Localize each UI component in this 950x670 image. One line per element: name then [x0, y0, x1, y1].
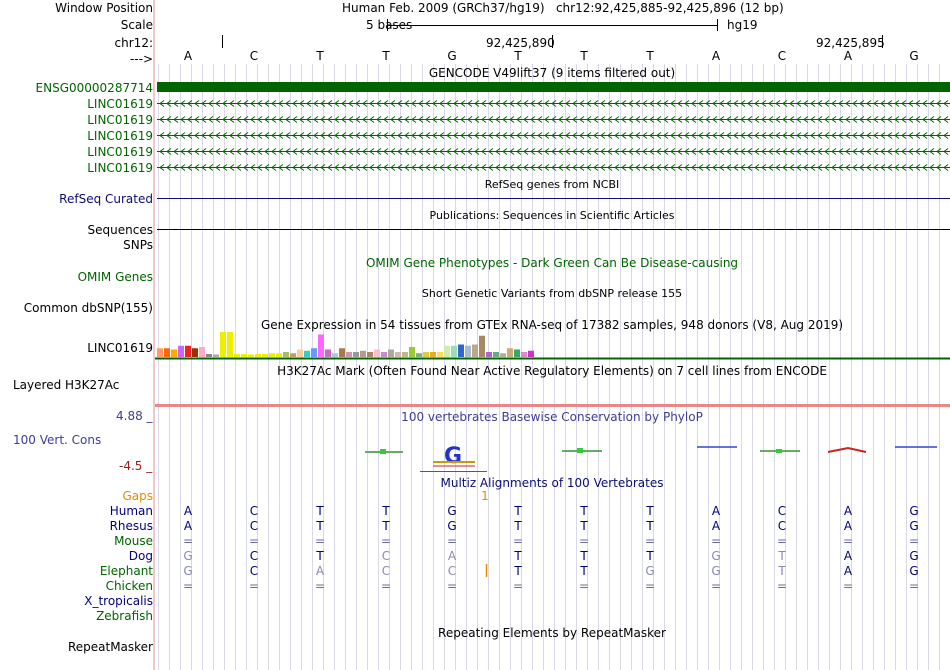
dbsnp-track-title[interactable]: Short Genetic Variants from dbSNP release 155	[421, 287, 683, 300]
alignment-base: C	[249, 549, 259, 563]
reference-base: T	[580, 49, 588, 63]
alignment-base: =	[182, 579, 194, 593]
alignment-base: A	[843, 564, 853, 578]
gtex-tissue-bar	[430, 352, 436, 357]
repeatmasker-label[interactable]: RepeatMasker	[67, 640, 153, 654]
alignment-base: T	[514, 519, 522, 533]
gtex-tissue-bar	[157, 348, 163, 357]
alignment-base: T	[316, 504, 324, 518]
gtex-tissue-bar	[199, 347, 205, 357]
alignment-base: A	[315, 564, 325, 578]
alignment-base: =	[380, 579, 392, 593]
alignment-base: A	[447, 549, 457, 563]
species-label[interactable]: Chicken	[105, 579, 153, 593]
alignment-base: T	[514, 549, 522, 563]
gtex-tissue-bar	[395, 352, 401, 357]
alignment-base: =	[314, 534, 326, 548]
alignment-base: T	[646, 519, 654, 533]
gtex-tissue-bar	[220, 332, 226, 357]
alignment-base: A	[711, 504, 721, 518]
species-label[interactable]: Human	[109, 504, 153, 518]
h3k27ac-signal-line	[155, 404, 950, 407]
gtex-tissue-bar	[493, 352, 499, 357]
reference-base: C	[777, 49, 787, 63]
gtex-tissue-bar	[171, 350, 177, 358]
species-label[interactable]: Dog	[128, 549, 153, 563]
reference-base: G	[447, 49, 457, 63]
gtex-tissue-bar	[178, 346, 184, 357]
snps-label[interactable]: SNPs	[123, 238, 153, 252]
gtex-tissue-bar	[528, 351, 534, 357]
alignment-base: G	[909, 549, 919, 563]
gaps-label[interactable]: Gaps	[122, 489, 153, 503]
alignment-base: G	[447, 504, 457, 518]
gtex-tissue-bar	[353, 352, 359, 357]
alignment-base: =	[644, 579, 656, 593]
gtex-tissue-bar	[479, 336, 485, 357]
phylop-track-title[interactable]: 100 vertebrates Basewise Conservation by PhyloP	[401, 410, 703, 424]
gtex-tissue-bar	[318, 335, 324, 358]
alignment-base: T	[316, 549, 324, 563]
scale-bar-text: 5 bases	[366, 18, 413, 32]
gtex-tissue-bar	[227, 332, 233, 357]
alignment-base: =	[776, 579, 788, 593]
gencode-ensg-label[interactable]: ENSG00000287714	[35, 81, 153, 95]
alignment-base: =	[776, 534, 788, 548]
reference-base: G	[909, 49, 919, 63]
phylop-logo-g: G	[443, 444, 463, 469]
alignment-base: T	[580, 504, 588, 518]
gtex-tissue-bar	[521, 352, 527, 357]
gtex-tissue-bar	[388, 350, 394, 358]
alignment-base: =	[446, 579, 458, 593]
gencode-transcript-label[interactable]: LINC01619	[87, 97, 153, 111]
gtex-tissue-bar	[262, 354, 268, 357]
reference-base: A	[183, 49, 193, 63]
omim-genes-label[interactable]: OMIM Genes	[77, 270, 153, 284]
alignment-base: C	[777, 519, 787, 533]
alignment-base: T	[580, 519, 588, 533]
alignment-base: A	[843, 504, 853, 518]
reference-base: T	[382, 49, 390, 63]
alignment-base: C	[777, 504, 787, 518]
alignment-base: =	[842, 579, 854, 593]
gtex-tissue-bar	[458, 345, 464, 358]
coordinate-tick-2: 92,425,895	[816, 36, 885, 50]
alignment-base: =	[908, 579, 920, 593]
gencode-transcript-label[interactable]: LINC01619	[87, 161, 153, 175]
gtex-tissue-bar	[248, 355, 254, 358]
alignment-base: T	[646, 504, 654, 518]
gap-count: 1	[481, 489, 489, 503]
gtex-tissue-bar	[472, 345, 478, 358]
phylop-mark	[776, 449, 782, 453]
chromosome-label: chr12:	[114, 36, 153, 50]
reference-base: T	[646, 49, 654, 63]
gtex-tissue-bar	[276, 353, 282, 357]
gtex-tissue-bar	[444, 346, 450, 357]
alignment-base: =	[710, 579, 722, 593]
alignment-base: C	[249, 564, 259, 578]
gtex-tissue-bar	[332, 353, 338, 357]
phylop-mark	[577, 448, 583, 453]
alignment-base: A	[843, 519, 853, 533]
reference-base: T	[316, 49, 324, 63]
alignment-base: G	[447, 519, 457, 533]
alignment-base: T	[580, 549, 588, 563]
alignment-base: G	[909, 564, 919, 578]
gtex-tissue-bar	[339, 348, 345, 357]
h3k27ac-track-title[interactable]: H3K27Ac Mark (Often Found Near Active Regulatory Elements) on 7 cell lines from ENCODE	[277, 364, 827, 378]
gtex-tissue-bar	[437, 352, 443, 357]
gtex-tissue-bar	[241, 354, 247, 357]
alignment-base: =	[248, 534, 260, 548]
alignment-base: =	[644, 534, 656, 548]
alignment-base: C	[447, 564, 457, 578]
alignment-base: T	[778, 549, 786, 563]
species-label[interactable]: Zebrafish	[96, 609, 153, 623]
gtex-tissue-bar	[514, 350, 520, 358]
h3k27ac-label[interactable]: Layered H3K27Ac	[13, 378, 120, 392]
publications-track-title[interactable]: Publications: Sequences in Scientific Articles	[429, 209, 675, 222]
alignment-base: T	[514, 564, 522, 578]
alignment-base: T	[580, 564, 588, 578]
phylop-label[interactable]: 100 Vert. Cons	[13, 433, 102, 447]
alignment-base: G	[711, 564, 721, 578]
gtex-gene-label[interactable]: LINC01619	[87, 341, 153, 355]
gtex-tissue-bar	[255, 354, 261, 357]
strand-arrow-label: --->	[129, 52, 153, 66]
gtex-tissue-bar	[269, 353, 275, 357]
alignment-base: C	[381, 549, 391, 563]
alignment-base: G	[183, 549, 193, 563]
refseq-curated-label[interactable]: RefSeq Curated	[59, 192, 153, 206]
alignment-base: =	[842, 534, 854, 548]
gtex-tissue-bar	[500, 353, 506, 357]
reference-base: A	[843, 49, 853, 63]
alignment-base: =	[578, 534, 590, 548]
gtex-tissue-bar	[283, 352, 289, 357]
gtex-tissue-bar	[311, 348, 317, 357]
alignment-base: G	[183, 564, 193, 578]
species-label[interactable]: Elephant	[99, 564, 153, 578]
gtex-tissue-bar	[297, 350, 303, 358]
alignment-base: T	[514, 504, 522, 518]
alignment-base: A	[183, 504, 193, 518]
dbsnp-common-label[interactable]: Common dbSNP(155)	[23, 301, 153, 315]
alignment-base: C	[249, 519, 259, 533]
gtex-tissue-bar	[507, 348, 513, 357]
scale-db-text: hg19	[727, 18, 758, 32]
alignment-base: A	[843, 549, 853, 563]
species-label[interactable]: Rhesus	[109, 519, 153, 533]
gtex-tissue-bar	[402, 352, 408, 357]
alignment-base: G	[909, 504, 919, 518]
multiz-track-title[interactable]: Multiz Alignments of 100 Vertebrates	[440, 476, 664, 490]
gtex-tissue-bar	[213, 355, 219, 358]
alignment-base: G	[645, 564, 655, 578]
gtex-tissue-bar	[304, 351, 310, 357]
label-panel-divider[interactable]	[153, 0, 155, 670]
gtex-tissue-bar	[185, 346, 191, 357]
species-label[interactable]: X_tropicalis	[84, 594, 153, 608]
gtex-tissue-bar	[409, 347, 415, 357]
alignment-base: T	[382, 519, 390, 533]
phylop-mark	[380, 449, 386, 454]
alignment-base: T	[382, 504, 390, 518]
gtex-tissue-bar	[486, 352, 492, 357]
alignment-base: =	[182, 534, 194, 548]
reference-base: T	[514, 49, 522, 63]
ensg-gene-bar	[157, 82, 950, 92]
alignment-base: =	[248, 579, 260, 593]
scale-label: Scale	[120, 18, 153, 32]
omim-track-title[interactable]: OMIM Gene Phenotypes - Dark Green Can Be Disease-causing	[365, 256, 739, 270]
alignment-base: =	[578, 579, 590, 593]
gtex-tissue-bar	[381, 352, 387, 357]
alignment-base: =	[446, 534, 458, 548]
refseq-track-title[interactable]: RefSeq genes from NCBI	[484, 178, 620, 191]
gencode-transcript-label[interactable]: LINC01619	[87, 145, 153, 159]
window-position-label: Window Position	[55, 1, 153, 15]
alignment-base: G	[909, 519, 919, 533]
alignment-base: C	[381, 564, 391, 578]
gtex-tissue-bar	[290, 353, 296, 357]
alignment-base: G	[711, 549, 721, 563]
gtex-tissue-bar	[234, 354, 240, 357]
gtex-tissue-bar	[423, 352, 429, 357]
repeatmasker-track-title[interactable]: Repeating Elements by RepeatMasker	[438, 626, 666, 640]
window-position-text: Human Feb. 2009 (GRCh37/hg19) chr12:92,425,885-92,425,896 (12 bp)	[342, 1, 784, 15]
publications-sequences-label[interactable]: Sequences	[87, 223, 153, 237]
gtex-tissue-bar	[325, 350, 331, 358]
alignment-base: =	[380, 534, 392, 548]
gtex-tissue-bar	[374, 350, 380, 358]
phylop-ymax-label: 4.88 _	[116, 409, 153, 423]
alignment-base: =	[512, 534, 524, 548]
gencode-transcript-label[interactable]: LINC01619	[87, 113, 153, 127]
gtex-tissue-bar	[416, 353, 422, 357]
alignment-base: C	[249, 504, 259, 518]
alignment-base: A	[711, 519, 721, 533]
gtex-tissue-bar	[360, 351, 366, 357]
alignment-base: =	[710, 534, 722, 548]
alignment-base: T	[778, 564, 786, 578]
gencode-track-title[interactable]: GENCODE V49lift37 (9 items filtered out)	[428, 66, 676, 80]
alignment-base: T	[646, 549, 654, 563]
gtex-tissue-bar	[206, 354, 212, 357]
alignment-base: A	[183, 519, 193, 533]
gencode-transcript-label[interactable]: LINC01619	[87, 129, 153, 143]
phylop-mark	[828, 448, 866, 452]
alignment-base: =	[314, 579, 326, 593]
alignment-base: =	[512, 579, 524, 593]
gtex-tissue-bar	[451, 346, 457, 357]
alignment-base: =	[908, 534, 920, 548]
gtex-tissue-bar	[164, 348, 170, 357]
coordinate-tick-1: 92,425,890	[486, 36, 555, 50]
reference-base: C	[249, 49, 259, 63]
alignment-base: T	[316, 519, 324, 533]
phylop-ymin-label: -4.5 _	[119, 459, 153, 473]
gtex-tissue-bar	[192, 348, 198, 357]
gtex-tissue-bar	[346, 352, 352, 357]
gtex-track-title[interactable]: Gene Expression in 54 tissues from GTEx RNA-seq of 17382 samples, 948 donors (V8, Aug 2019)	[260, 318, 844, 332]
gtex-tissue-bar	[465, 346, 471, 357]
gtex-tissue-bar	[367, 352, 373, 357]
species-label[interactable]: Mouse	[114, 534, 153, 548]
reference-base: A	[711, 49, 721, 63]
